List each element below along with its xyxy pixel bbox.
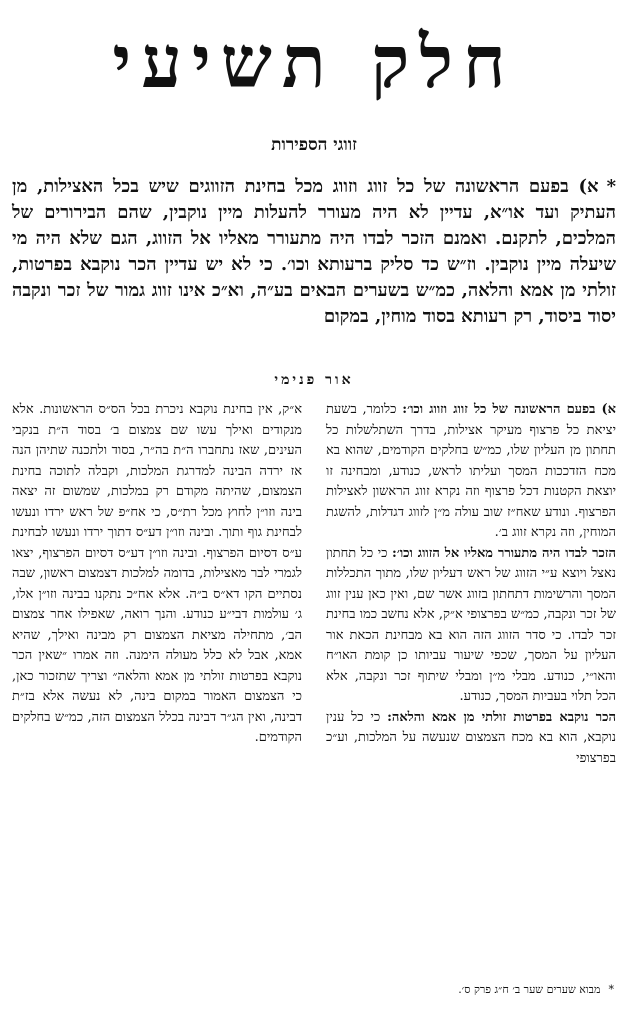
commentary-heading: אור פנימי [274,372,354,388]
main-text-block [12,174,616,330]
commentary-lead: א) בפעם הראשונה של כל זווג וזווג וכו׳: [402,402,616,417]
commentary-text: כלומר, בשעת יציאת כל פרצוף מעיקר אצילות, בדרך השתלשלות כל תחתון מן העליון שלו, כמ״ש בחלקים הקודמים, שהוא בא מכח הזדככות המסך ועליתו לראש, כנודע, ומבחינה זו יוצאת הקטנות דכל פרצוף וזה נקרא זווג הראשון לאצילות הפרצוף. ונודע שאח״ז שוב עולה מ״ן לזווג דגדלות, להשגת המוחין, וזה נקרא זווג ב׳. [326,402,616,540]
commentary-paragraph [12,400,302,749]
part-title: חלק תשיעי [112,19,516,104]
commentary-lead: הזכר לבדו היה מתעורר מאליו אל הזווג וכו׳: [392,545,616,561]
commentary-paragraph [326,544,616,708]
footnote [12,982,614,998]
commentary-lead: הכר נוקבא בפרטות זולתי מן אמא והלאה: [387,709,616,725]
footnote-marker: * [608,983,614,996]
commentary-text: כי כל ענין נוקבא, הוא בא מכח הצמצום שנעשה על המלכות, וע״כ בפרצופי [326,709,616,766]
paragraph-letter: א) [578,176,599,197]
commentary-paragraph [326,708,616,770]
commentary-text: א״ק, אין בחינת נוקבא ניכרת בכל הס״ס הראשונות. אלא מנקודים ואילך עשו שם צמצום ב׳ בסוד ה״ת בנקבי העינים, שאז נתחברו ה״ת בה״ר, בסוד ולתכנה שתיהן הנה אז ירדה הבינה למדרגת המלכות, וקבלה לתוכה בחינת הצמצום, שהיתה מקודם רק במלכות, שמשום זה יצאה בינה וזו״ן לחוץ מכל רת״ס, כי אח״פ של ראש ירדו ונעשו לבחינת גוף ותוך. ובינה וזו״ן דע״ס דתוך ירדו ונעשו לבחינת ע״ס דסיום הפרצוף. ובינה וזו״ן דע״ס דסיום הפרצוף, יצאו לגמרי לבר מאצילות, בדומה למלכות דצמצום ראשון, שבה נסתיים הקו דא״ס ב״ה. אלא אח״כ נתקנו בבינה וזו״ן אלו, ג׳ עולמות דבי״ע כנודע. והנך רואה, שאפילו אחר צמצום הב׳, מתחילה מציאת הצמצום רק מבינה ואילך, שהיא אמא, אבל לא כלל מעולה הימנה. וזה אמרו ״שאין הכר נוקבא בפרטות זולתי מן אמא והלאה״ וצריך שתזכור כאן, כי הצמצום האמור במקום בינה, לא נעשה אלא בז״ת דבינה, ואין הג״ר דבינה בכלל הצמצום הזה, כמ״ש בחלקים הקודמים. [12,402,302,745]
commentary-text: כי כל תחתון נאצל ויוצא ע״י הזווג של ראש דעליון שלו, מתוך התכללות המסך והרשימות דתחתון בזווג אשר שם, ואין כאן ענין זווג של זכר ונקבה, כמ״ש בפרצופי א״ק, אלא נחשב כמו בחינת זכר לבדו. כי סדר הזווג הזה הוא בא מבחינת הכאת אור העליון על המסך, שכפי שיעור עביותו כן קומת האו״ח והאו״י, כנודע. מבלי מ״ן ומבלי שיתוף זכר ונקבה, אלא הכל תלוי בעביות המסך, כנודע. [326,545,616,704]
footnote-text: מבוא שערים שער ב׳ ח״ג פרק ס׳. [458,983,601,996]
main-paragraph [12,174,616,330]
commentary-columns [12,400,616,940]
commentary-right-column [326,400,616,940]
chapter-subtitle: זווגי הספירות [271,135,357,155]
commentary-paragraph [326,400,616,544]
footnote-marker: * [606,176,616,197]
main-paragraph-text: בפעם הראשונה של כל זווג וזווג מכל בחינת הזווגים שיש בכל האצילות, מן העתיק ועד או״א, עדיין לא היה מעורר להעלות מיין נוקבין, שהם הבירורים של המלכים, לתקנם. ואמנם הזכר לבדו היה מתעורר מאליו אל הזווג, הגם שלא היה מי שיעלה מיין נוקבין. וז״ש כד סליק ברעותא וכו׳. כי לא יש עדיין הכר נוקבא בפרטות, זולתי מן אמא והלאה, כמ״ש בשערים הבאים בע״ה, וא״כ אינו זווג גמור של זכר ונקבה יסוד ביסוד, רק רעותא בסוד מוחין, במקום [12,176,617,327]
commentary-left-column [12,400,302,940]
